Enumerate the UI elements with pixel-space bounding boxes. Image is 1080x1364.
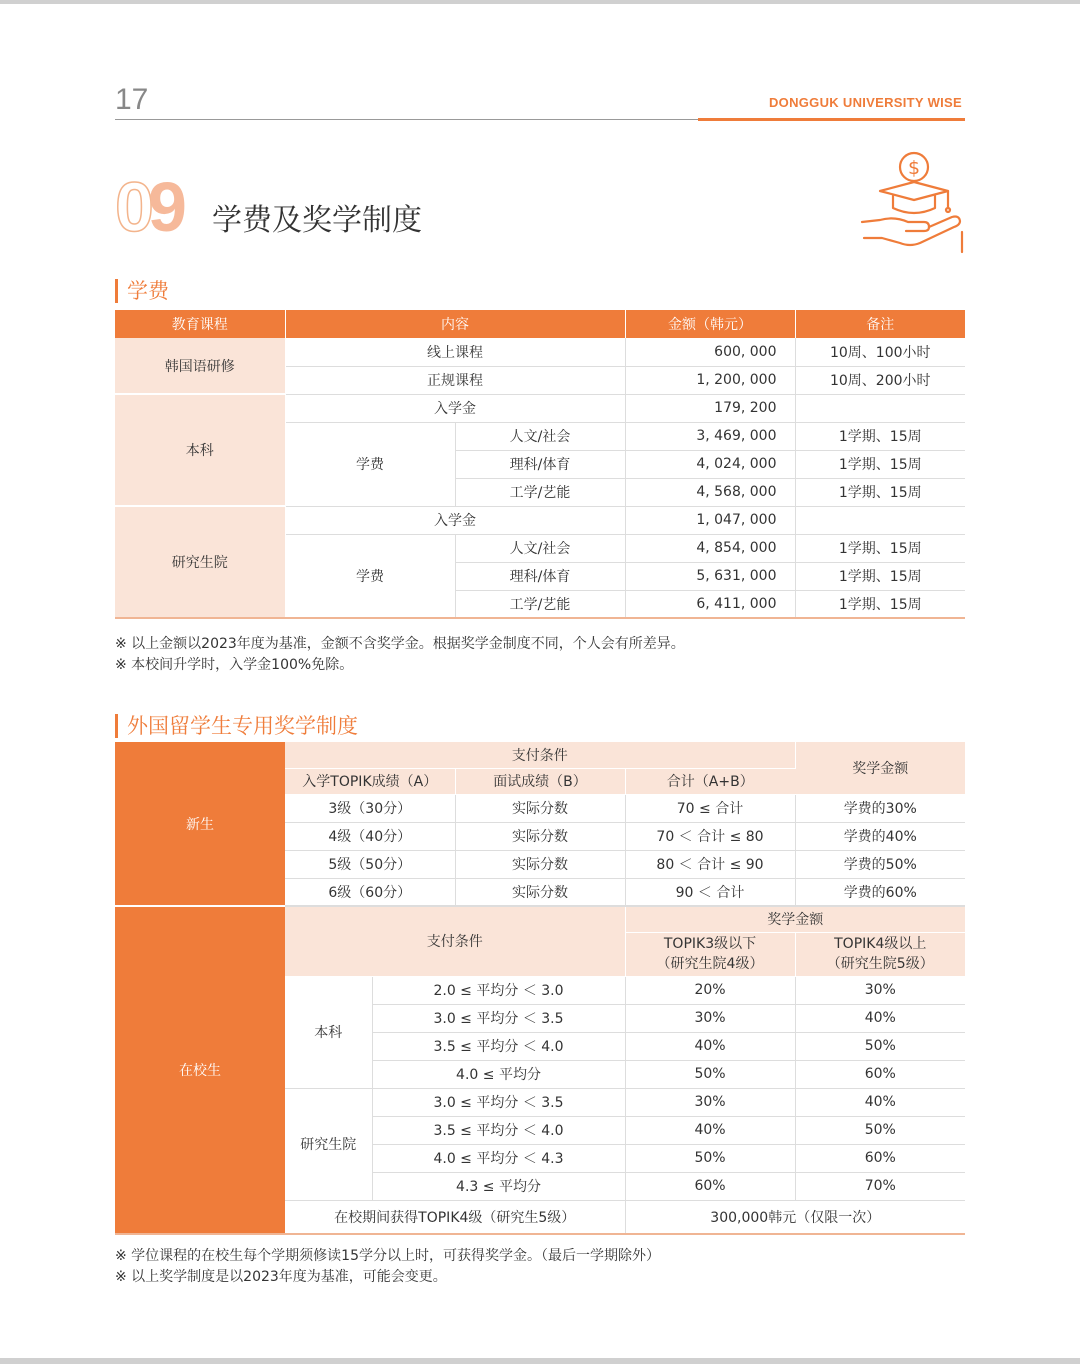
cell-field: 人文/社会	[455, 422, 625, 450]
cell-note: 1学期、15周	[795, 562, 965, 590]
cell-interview: 实际分数	[455, 794, 625, 822]
cell-interview: 实际分数	[455, 822, 625, 850]
cell-note	[795, 394, 965, 422]
new-amount-header: 奖学金额	[795, 742, 965, 794]
svg-text:$: $	[907, 157, 921, 179]
cell-field: 工学/艺能	[455, 478, 625, 506]
col-topik-below	[625, 932, 795, 976]
table-row	[115, 906, 965, 932]
cell-cond: 2.0 ≤ 平均分 ＜ 3.0	[372, 976, 625, 1004]
cell-content: 正规课程	[285, 366, 625, 394]
cell-amount: 4, 568, 000	[625, 478, 795, 506]
cell-b: 40%	[795, 1004, 965, 1032]
cell-cond: 3.5 ≤ 平均分 ＜ 4.0	[372, 1032, 625, 1060]
scholarship-notes	[115, 1246, 660, 1288]
current-cond-header: 支付条件	[285, 906, 625, 976]
cell-b: 40%	[795, 1088, 965, 1116]
col-header-amount: 金额（韩元）	[625, 310, 795, 338]
cell-fee-label: 学费	[285, 534, 455, 618]
cell-field: 人文/社会	[455, 534, 625, 562]
cell-content: 入学金	[285, 394, 625, 422]
tuition-table	[115, 310, 965, 619]
cell-b: 50%	[795, 1032, 965, 1060]
section-title: 学费及奖学制度	[212, 203, 422, 238]
col-topik-above-line1: TOPIK4级以上	[834, 936, 927, 952]
money-hand-graduation-icon	[858, 146, 968, 256]
cell-note: 1学期、15周	[795, 590, 965, 618]
col-sum: 合计（A+B）	[625, 768, 795, 794]
tuition-notes	[115, 634, 685, 676]
table-row	[115, 506, 965, 534]
row-label-korean: 韩国语研修	[115, 338, 285, 394]
cell-cond: 4.3 ≤ 平均分	[372, 1172, 625, 1200]
table-row	[115, 338, 965, 366]
scholarship-heading: 外国留学生专用奖学制度	[115, 714, 358, 738]
current-amount-header: 奖学金额	[625, 906, 965, 932]
cell-topik: 5级（50分）	[285, 850, 455, 878]
cell-amount: 600, 000	[625, 338, 795, 366]
note-line: ※ 以上金额以2023年度为基准，金额不含奖学金。根据奖学金制度不同，个人会有所差异。	[115, 636, 685, 652]
cell-topik: 6级（60分）	[285, 878, 455, 906]
cell-interview: 实际分数	[455, 878, 625, 906]
cell-note: 10周、100小时	[795, 338, 965, 366]
note-line: ※ 学位课程的在校生每个学期须修读15学分以上时，可获得奖学金。（最后一学期除外）	[115, 1248, 660, 1264]
cell-sum: 90 ＜ 合计	[625, 878, 795, 906]
col-header-note: 备注	[795, 310, 965, 338]
cell-amount: 1, 200, 000	[625, 366, 795, 394]
top-border	[0, 0, 1080, 4]
cell-b: 60%	[795, 1060, 965, 1088]
cell-amount: 3, 469, 000	[625, 422, 795, 450]
cell-field: 理科/体育	[455, 562, 625, 590]
cell-amount: 6, 411, 000	[625, 590, 795, 618]
row-label-graduate: 研究生院	[115, 506, 285, 618]
col-topik: 入学TOPIK成绩（A）	[285, 768, 455, 794]
cell-note: 1学期、15周	[795, 478, 965, 506]
table-header-row	[115, 310, 965, 338]
cell-field: 工学/艺能	[455, 590, 625, 618]
cell-content: 线上课程	[285, 338, 625, 366]
cell-b: 60%	[795, 1144, 965, 1172]
cell-amount: 4, 024, 000	[625, 450, 795, 478]
cell-a: 20%	[625, 976, 795, 1004]
cell-a: 30%	[625, 1088, 795, 1116]
new-cond-header: 支付条件	[285, 742, 795, 768]
col-topik-above	[795, 932, 965, 976]
cell-b: 30%	[795, 976, 965, 1004]
page-number: 17	[115, 83, 149, 116]
cell-a: 40%	[625, 1116, 795, 1144]
cell-cond: 3.0 ≤ 平均分 ＜ 3.5	[372, 1004, 625, 1032]
note-line: ※ 以上奖学制度是以2023年度为基准，可能会变更。	[115, 1269, 447, 1285]
cell-a: 60%	[625, 1172, 795, 1200]
university-name: DONGGUK UNIVERSITY WISE	[768, 95, 962, 110]
header-rule	[115, 119, 700, 120]
tuition-heading: 学费	[115, 279, 169, 303]
table-row	[115, 394, 965, 422]
cell-note: 1学期、15周	[795, 422, 965, 450]
cell-sum: 80 ＜ 合计 ≤ 90	[625, 850, 795, 878]
cell-b: 70%	[795, 1172, 965, 1200]
cell-topik: 4级（40分）	[285, 822, 455, 850]
cell-sum: 70 ＜ 合计 ≤ 80	[625, 822, 795, 850]
col-header-course: 教育课程	[115, 310, 285, 338]
cell-amount: 学费的50%	[795, 850, 965, 878]
cell-b: 50%	[795, 1116, 965, 1144]
col-topik-below-line1: TOPIK3级以下	[663, 936, 757, 952]
cell-note: 1学期、15周	[795, 450, 965, 478]
section-number-0: 0	[115, 168, 148, 246]
cell-topik: 3级（30分）	[285, 794, 455, 822]
cell-amount: 179, 200	[625, 394, 795, 422]
col-topik-below-line2: （研究生院4级）	[656, 956, 764, 972]
cell-a: 40%	[625, 1032, 795, 1060]
cell-a: 50%	[625, 1144, 795, 1172]
cell-sum: 70 ≤ 合计	[625, 794, 795, 822]
col-interview: 面试成绩（B）	[455, 768, 625, 794]
section-number-9: 9	[147, 168, 181, 246]
cell-note: 10周、200小时	[795, 366, 965, 394]
header-accent-rule	[698, 118, 965, 121]
row-label-undergrad-gpa: 本科	[285, 976, 372, 1088]
scholarship-table	[115, 742, 965, 1235]
bottom-border	[0, 1358, 1080, 1364]
cell-topik-cond: 在校期间获得TOPIK4级（研究生5级）	[285, 1200, 625, 1234]
cell-a: 30%	[625, 1004, 795, 1032]
row-label-graduate-gpa: 研究生院	[285, 1088, 372, 1200]
row-label-current: 在校生	[115, 906, 285, 1234]
cell-cond: 3.5 ≤ 平均分 ＜ 4.0	[372, 1116, 625, 1144]
note-line: ※ 本校间升学时，入学金100%免除。	[115, 657, 354, 673]
cell-amount: 学费的60%	[795, 878, 965, 906]
cell-cond: 4.0 ≤ 平均分 ＜ 4.3	[372, 1144, 625, 1172]
col-topik-above-line2: （研究生院5级）	[826, 956, 934, 972]
cell-field: 理科/体育	[455, 450, 625, 478]
cell-amount: 学费的30%	[795, 794, 965, 822]
cell-amount: 学费的40%	[795, 822, 965, 850]
row-label-undergrad: 本科	[115, 394, 285, 506]
row-label-new: 新生	[115, 742, 285, 906]
cell-interview: 实际分数	[455, 850, 625, 878]
cell-note: 1学期、15周	[795, 534, 965, 562]
cell-amount: 5, 631, 000	[625, 562, 795, 590]
cell-a: 50%	[625, 1060, 795, 1088]
section-number	[115, 168, 181, 246]
col-header-content: 内容	[285, 310, 625, 338]
cell-fee-label: 学费	[285, 422, 455, 506]
cell-note	[795, 506, 965, 534]
cell-amount: 4, 854, 000	[625, 534, 795, 562]
table-row	[115, 742, 965, 768]
cell-amount: 1, 047, 000	[625, 506, 795, 534]
cell-content: 入学金	[285, 506, 625, 534]
cell-cond: 4.0 ≤ 平均分	[372, 1060, 625, 1088]
cell-cond: 3.0 ≤ 平均分 ＜ 3.5	[372, 1088, 625, 1116]
cell-topik-amount: 300,000韩元（仅限一次）	[625, 1200, 965, 1234]
